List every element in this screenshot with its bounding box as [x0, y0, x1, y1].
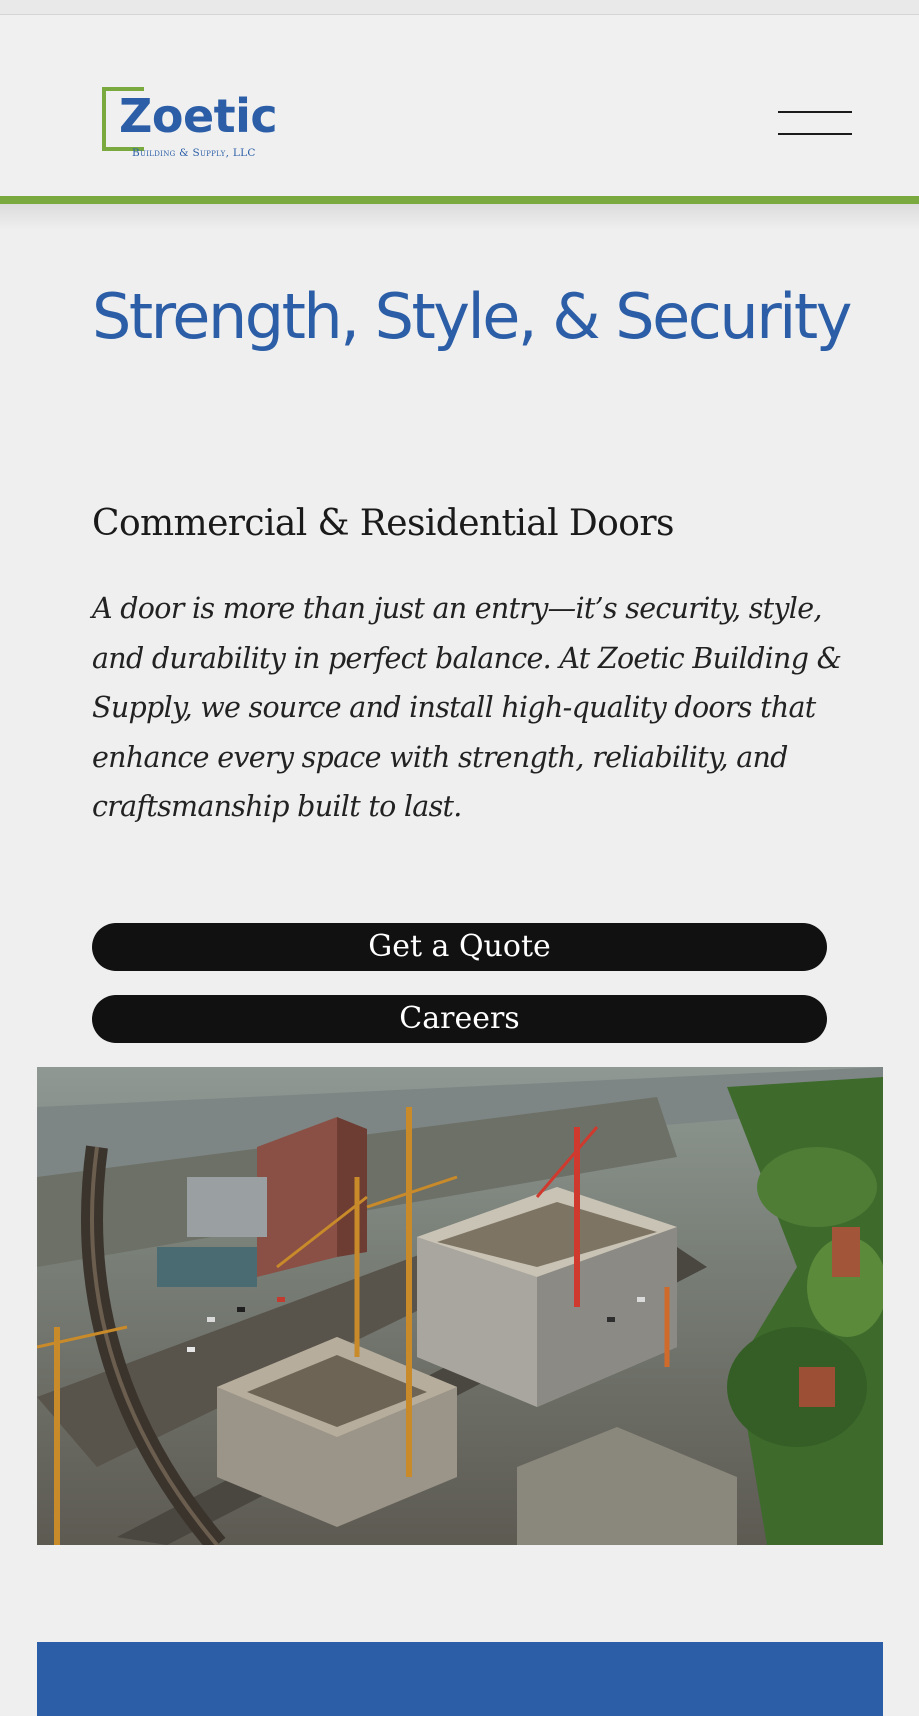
menu-line: [778, 111, 852, 113]
header-accent-bar: [0, 196, 919, 204]
logo-wordmark: Zoetic: [119, 89, 278, 143]
browser-top-edge: [0, 0, 919, 15]
careers-button[interactable]: Careers: [92, 995, 827, 1043]
section-band: [37, 1642, 883, 1716]
zoetic-logo[interactable]: [102, 87, 302, 167]
site-header: [0, 15, 919, 196]
hero-description: A door is more than just an entry—it’s security, style, and durability in perfect balance. At Zoetic Building & Supply, we source and install high-quality doors that enhance every space with strength, reliability, and craftsmanship built to last.: [92, 592, 842, 823]
menu-line: [778, 133, 852, 135]
page-title: Strength, Style, & Security: [92, 280, 850, 353]
construction-site-aerial-image: [37, 1067, 883, 1545]
logo-tagline: Building & Supply, LLC: [132, 147, 256, 159]
get-a-quote-button[interactable]: Get a Quote: [92, 923, 827, 971]
hamburger-icon[interactable]: [778, 107, 852, 139]
hero-subtitle: Commercial & Residential Doors: [92, 503, 674, 544]
header-shadow: [0, 204, 919, 230]
